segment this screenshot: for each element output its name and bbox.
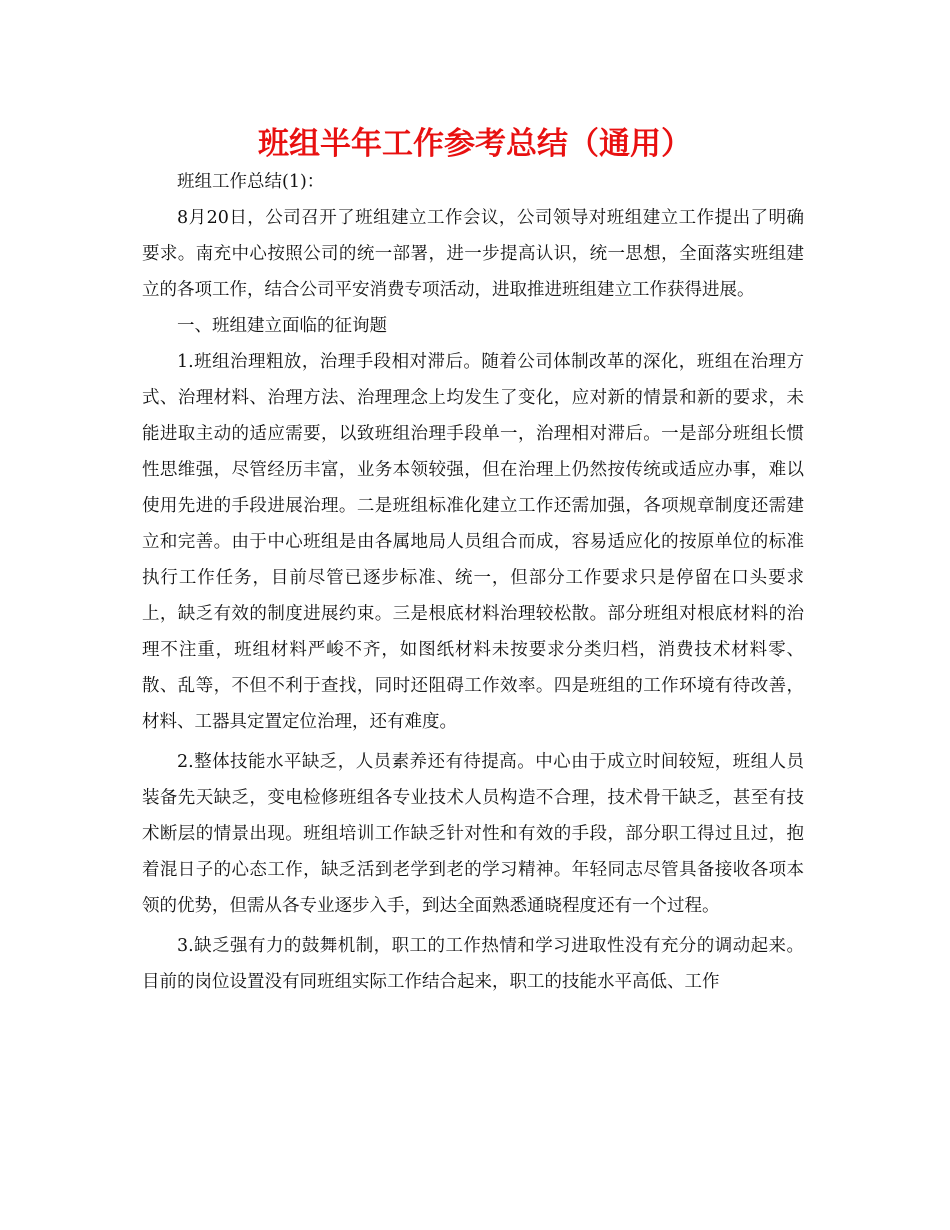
paragraph-summary-heading: 班组工作总结(1)： <box>177 172 325 192</box>
paragraph-intro: 8月20日，公司召开了班组建立工作会议，公司领导对班组建立工作提出了明确要求。南充中心按照公司的统一部署，进一步提高认识，统一思想，全面落实班组建立的各项工作，结合公司平安消费专项活动，进取推进班组建立工作获得进展。 <box>142 208 804 300</box>
paragraph-issue-3: 3.缺乏强有力的鼓舞机制，职工的工作热情和学习进取性没有充分的调动起来。目前的岗位设置没有同班组实际工作结合起来，职工的技能水平高低、工作 <box>142 936 804 992</box>
document-body <box>142 164 804 1000</box>
paragraph-issue-1: 1.班组治理粗放，治理手段相对滞后。随着公司体制改革的深化，班组在治理方式、治理材料、治理方法、治理理念上均发生了变化，应对新的情景和新的要求，未能进取主动的适应需要，以致班组治理手段单一，治理相对滞后。一是部分班组长惯性思维强，尽管经历丰富，业务本领较强，但在治理上仍然按传统或适应办事，难以使用先进的手段进展治理。二是班组标准化建立工作还需加强，各项规章制度还需建立和完善。由于中心班组是由各属地局人员组合而成，容易适应化的按原单位的标准执行工作任务，目前尽管已逐步标准、统一，但部分工作要求只是停留在口头要求上，缺乏有效的制度进展约束。三是根底材料治理较松散。部分班组对根底材料的治理不注重，班组材料严峻不齐，如图纸材料未按要求分类归档，消费技术材料零、散、乱等，不但不利于查找，同时还阻碍工作效率。四是班组的工作环境有待改善，材料、工器具定置定位治理，还有难度。 <box>142 352 804 732</box>
paragraph-section-heading: 一、班组建立面临的征询题 <box>177 316 387 336</box>
paragraph-issue-2: 2.整体技能水平缺乏，人员素养还有待提高。中心由于成立时间较短，班组人员装备先天缺乏，变电检修班组各专业技术人员构造不合理，技术骨干缺乏，甚至有技术断层的情景出现。班组培训工作缺乏针对性和有效的手段，部分职工得过且过，抱着混日子的心态工作，缺乏活到老学到老的学习精神。年轻同志尽管具备接收各项本领的优势，但需从各专业逐步入手，到达全面熟悉通晓程度还有一个过程。 <box>142 752 804 916</box>
document-title: 班组半年工作参考总结（通用） <box>258 126 692 162</box>
